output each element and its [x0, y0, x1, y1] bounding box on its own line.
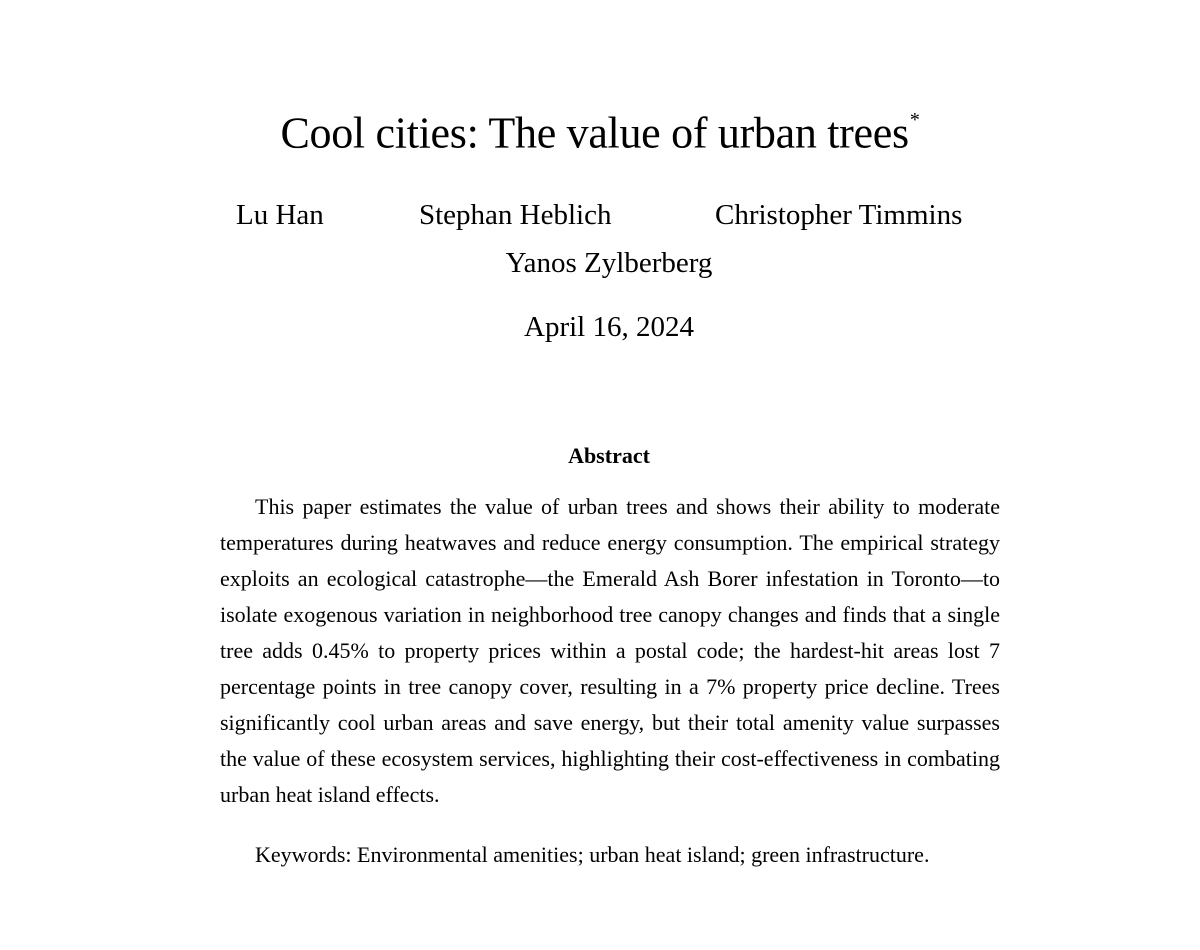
abstract-body: This paper estimates the value of urban trees and shows their ability to moderate temperatures during heatwaves and reduce energy consumption. The empirical strategy exploits an ecological catastrophe—the Emerald Ash Borer infestation in Toronto—to isolate exogenous variation in neighborhood tree canopy changes and finds that a single tree adds 0.45% to property prices within a postal code; the hardest-hit areas lost 7 percentage points in tree canopy cover, resulting in a 7% property price decline. Trees significantly cool urban areas and save energy, but their total amenity value surpasses the value of these ecosystem services, highlighting their cost-effectiveness in combating urban heat island effects. — [220, 494, 1000, 807]
paper-title — [0, 98, 1200, 162]
author-name: Christopher Timmins — [715, 199, 963, 231]
author-name: Stephan Heblich — [419, 199, 612, 231]
title-footnote-mark: * — [909, 109, 920, 131]
paper-title-text: Cool cities: The value of urban trees — [280, 108, 909, 158]
author-name: Lu Han — [236, 199, 324, 231]
abstract-heading: Abstract — [568, 443, 650, 468]
keywords: Keywords: Environmental amenities; urban heat island; green infrastructure. — [255, 842, 930, 867]
paper-date: April 16, 2024 — [524, 311, 694, 343]
author-name: Yanos Zylberberg — [505, 247, 713, 279]
